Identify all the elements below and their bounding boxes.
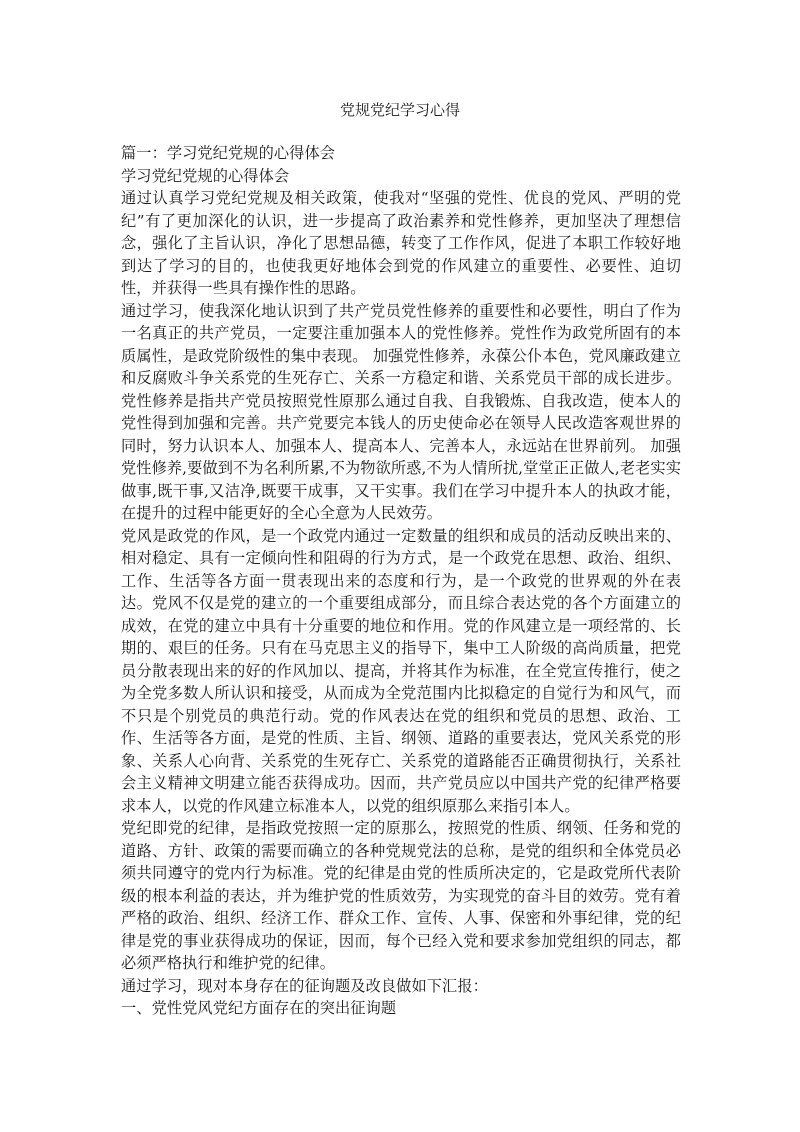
paragraph-2: 通过学习，使我深化地认识到了共产党员党性修养的重要性和必要性，明白了作为一名真正的共产党员，一定要注重加强本人的党性修养。党性作为政党所固有的本质属性，是政党阶级性的集中表现。 加强党性修养，永葆公仆本色，党风廉政建立和反腐败斗争关系党的生死存亡、关系一方稳定和谐、关系党员干部的成长进步。党性修养是指共产党员按照党性原那么通过自我、自我锻炼、自我改造，使本人的党性得到加强和完善。共产党要完本钱人的历史使命必在领导人民改造客观世界的同时，努力认识本人、加强本人、提高本人、完善本人，永远站在世界前列。 加强党性修养,要做到不为名利所累,不为物欲所惑,不为人情所扰,堂堂正正做人,老老实实做事,既干事,又洁净,既要干成事，又干实事。我们在学习中提升本人的执政才能，在提升的过程中能更好的全心全意为人民效劳。 [121,301,681,522]
document-body [121,142,681,1020]
paragraph-6: 一、党性党风党纪方面存在的突出征询题 [121,999,397,1017]
document-subtitle: 学习党纪党规的心得体会 [121,166,290,185]
paragraph-3: 党风是政党的作风，是一个政党内通过一定数量的组织和成员的活动反映出来的、相对稳定、具有一定倾向性和阻碍的行为方式，是一个政党在思想、政治、组织、工作、生活等各方面一贯表现出来的态度和行为，是一个政党的世界观的外在表达。党风不仅是党的建立的一个重要组成部分，而且综合表达党的各个方面建立的成效，在党的建立中具有十分重要的地位和作用。党的作风建立是一项经常的、长期的、艰巨的任务。只有在马克思主义的指导下，集中工人阶级的高尚质量，把党员分散表现出来的好的作风加以、提高，并将其作为标准，在全党宣传推行，使之为全党多数人所认识和接受，从而成为全党范围内比拟稳定的自觉行为和风气，而不只是个别党员的典范行动。党的作风表达在党的组织和党员的思想、政治、工作、生活等各方面，是党的性质、主旨、纲领、道路的重要表达，党风关系党的形象、关系人心向背、关系党的生死存亡、关系党的道路能否正确贯彻执行，关系社会主义精神文明建立能否获得成功。因而，共产党员应以中国共产党的纪律严格要求本人，以党的作风建立标准本人，以党的组织原那么来指引本人。 [121,526,681,815]
paragraph-5: 通过学习，现对本身存在的征询题及改良做如下汇报： [121,976,488,995]
paragraph-1: 通过认真学习党纪党规及相关政策，使我对“坚强的党性、优良的党风、严明的党纪”有了更加深化的认识，进一步提高了政治素养和党性修养，更加坚决了理想信念，强化了主旨认识，净化了思想品德，转变了工作作风，促进了本职工作较好地到达了学习的目的，也使我更好地体会到党的作风建立的重要性、必要性、迫切性，并获得一些具有操作性的思路。 [121,189,681,297]
document-title: 党规党纪学习心得 [339,101,460,119]
paragraph-4: 党纪即党的纪律，是指政党按照一定的原那么，按照党的性质、纲领、任务和党的道路、方针、政策的需要而确立的各种党规党法的总称，是党的组织和全体党员必须共同遵守的党内行为标准。党的纪律是由党的性质所决定的，它是政党所代表阶级的根本利益的表达，并为维护党的性质效劳，为实现党的奋斗目的效劳。党有着严格的政治、组织、经济工作、群众工作、宣传、人事、保密和外事纪律，党的纪律是党的事业获得成功的保证，因而，每个已经入党和要求参加党组织的同志，都必须严格执行和维护党的纪律。 [121,819,681,972]
section-heading: 篇一：学习党纪党规的心得体会 [121,144,336,162]
